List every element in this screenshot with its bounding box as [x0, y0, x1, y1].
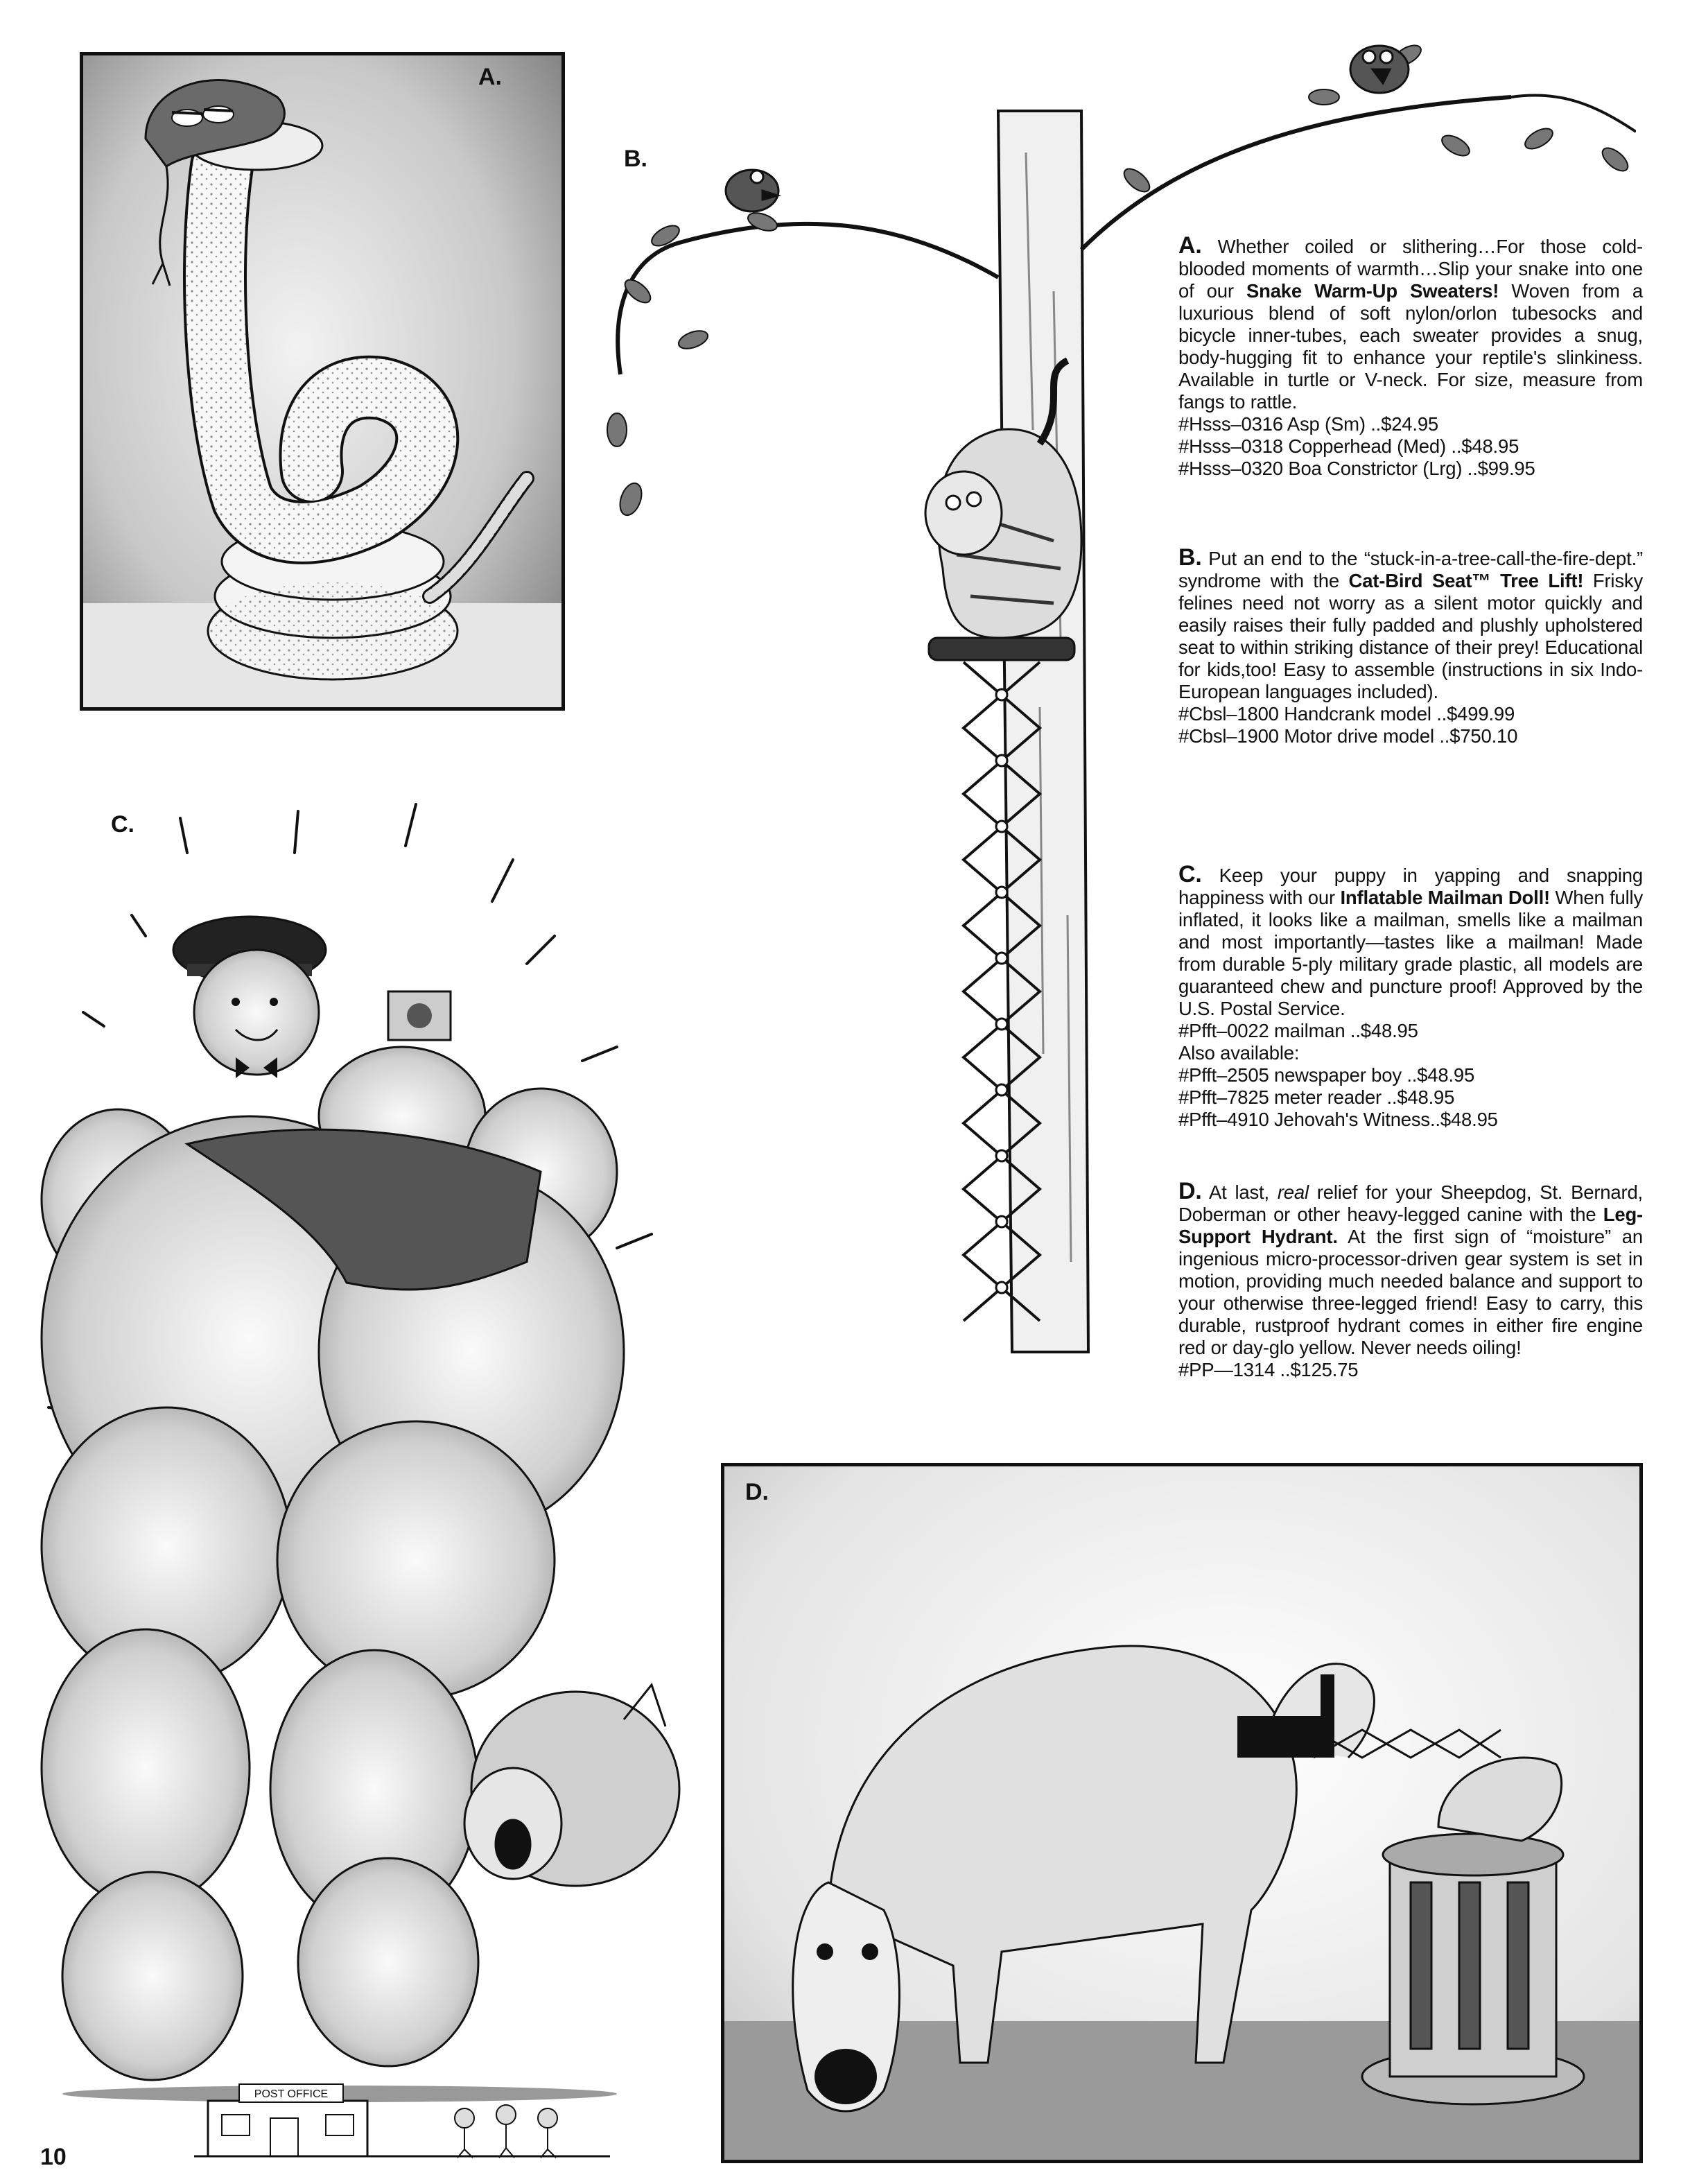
copy-d-emphasis: real	[1277, 1181, 1309, 1203]
copy-c-body: When fully inflated, it looks like a mailman, smells like a mailman and most importantly—tastes like a mailman! Made from durable 5-ply military grade plastic, all models are guaranteed chew and puncture proof! Approved by the U.S. Postal Service.	[1178, 887, 1643, 1019]
copy-c-item: #Pfft–4910 Jehovah's Witness..$48.95	[1178, 1109, 1498, 1130]
copy-a-body: Woven from a luxurious blend of soft nylon/orlon tubesocks and bicycle inner-tubes, each sweater provides a snug, body-hugging fit to enhance your reptile's slinkiness. Available in turtle or V-neck. For size, measure from fangs to rattle.	[1178, 280, 1643, 413]
panel-c-label: C.	[111, 811, 134, 838]
copy-c-product: Inflatable Mailman Doll!	[1340, 887, 1550, 908]
copy-d-intro-2: relief for your Sheepdog, St. Bernard, Doberman or other heavy-legged canine with the	[1178, 1181, 1643, 1225]
copy-d-intro-1: At last,	[1201, 1181, 1278, 1203]
biting-dog	[464, 1685, 679, 1886]
post-office-doodle	[187, 2080, 617, 2163]
ad-copy-a	[1178, 234, 1643, 480]
ad-copy-b	[1178, 546, 1643, 747]
copy-a-item: #Hsss–0318 Copperhead (Med) ..$48.95	[1178, 435, 1519, 457]
panel-a-snake-sweater	[80, 52, 565, 711]
page-number: 10	[40, 2144, 67, 2170]
copy-d-product: Leg-Support Hydrant.	[1178, 1204, 1643, 1247]
panel-d-label: D.	[745, 1479, 769, 1505]
copy-c-intro: Keep your puppy in yapping and snapping happiness with our	[1178, 865, 1643, 908]
copy-c-lead: C.	[1178, 861, 1202, 887]
copy-a-product: Snake Warm-Up Sweaters!	[1246, 280, 1499, 302]
copy-a-lead: A.	[1178, 232, 1202, 259]
snake-sweater-illustration	[83, 55, 561, 707]
panel-b-label: B.	[624, 146, 647, 172]
confused-people	[455, 2105, 557, 2158]
copy-c-item: Also available:	[1178, 1042, 1300, 1064]
copy-c-item: #Pfft–0022 mailman ..$48.95	[1178, 1020, 1418, 1041]
copy-b-intro: Put an end to the “stuck-in-a-tree-call-the-fire-dept.” syndrome with the	[1178, 548, 1643, 591]
copy-b-body: Frisky felines need not worry as a silent motor quickly and easily raises their fully padded and plushly upholstered seat to within striking distance of their prey! Educational for kids,too! Easy to assemble (instructions in six Indo-European languages included).	[1178, 570, 1643, 702]
copy-b-item: #Cbsl–1800 Handcrank model ..$499.99	[1178, 703, 1515, 725]
copy-d-body: At the first sign of “moisture” an ingenious micro-processor-driven gear system is set in motion, providing much needed balance and support to your otherwise three-legged friend! Easy to carry, this durable, rustproof hydrant comes in either fire engine red or day-glo yellow. Never needs oiling!	[1178, 1226, 1643, 1358]
copy-d-lead: D.	[1178, 1178, 1202, 1204]
copy-b-product: Cat-Bird Seat™ Tree Lift!	[1348, 570, 1584, 591]
copy-b-lead: B.	[1178, 544, 1202, 571]
copy-c-item: #Pfft–7825 meter reader ..$48.95	[1178, 1086, 1455, 1108]
copy-a-item: #Hsss–0316 Asp (Sm) ..$24.95	[1178, 413, 1439, 435]
copy-c-item: #Pfft–2505 newspaper boy ..$48.95	[1178, 1064, 1475, 1086]
panel-a-label: A.	[478, 64, 502, 90]
copy-a-item: #Hsss–0320 Boa Constrictor (Lrg) ..$99.95	[1178, 458, 1535, 479]
copy-b-item: #Cbsl–1900 Motor drive model ..$750.10	[1178, 725, 1518, 747]
copy-a-intro: Whether coiled or slithering…For those cold-blooded moments of warmth…Slip your snake into one of our	[1178, 236, 1643, 302]
ad-copy-d	[1178, 1180, 1643, 1381]
post-office-sign: POST OFFICE	[254, 2088, 329, 2100]
ad-copy-c	[1178, 863, 1643, 1131]
panel-d-hydrant	[721, 1463, 1643, 2163]
leg-support-hydrant-illustration	[724, 1466, 1639, 2160]
bird-on-right-branch	[1350, 46, 1409, 93]
bird-on-left-branch	[726, 170, 778, 211]
mailman-head	[194, 950, 319, 1075]
copy-d-item: #PP—1314 ..$125.75	[1178, 1359, 1359, 1380]
lift-seat	[929, 638, 1074, 660]
inflatable-mailman-illustration	[28, 783, 721, 2170]
